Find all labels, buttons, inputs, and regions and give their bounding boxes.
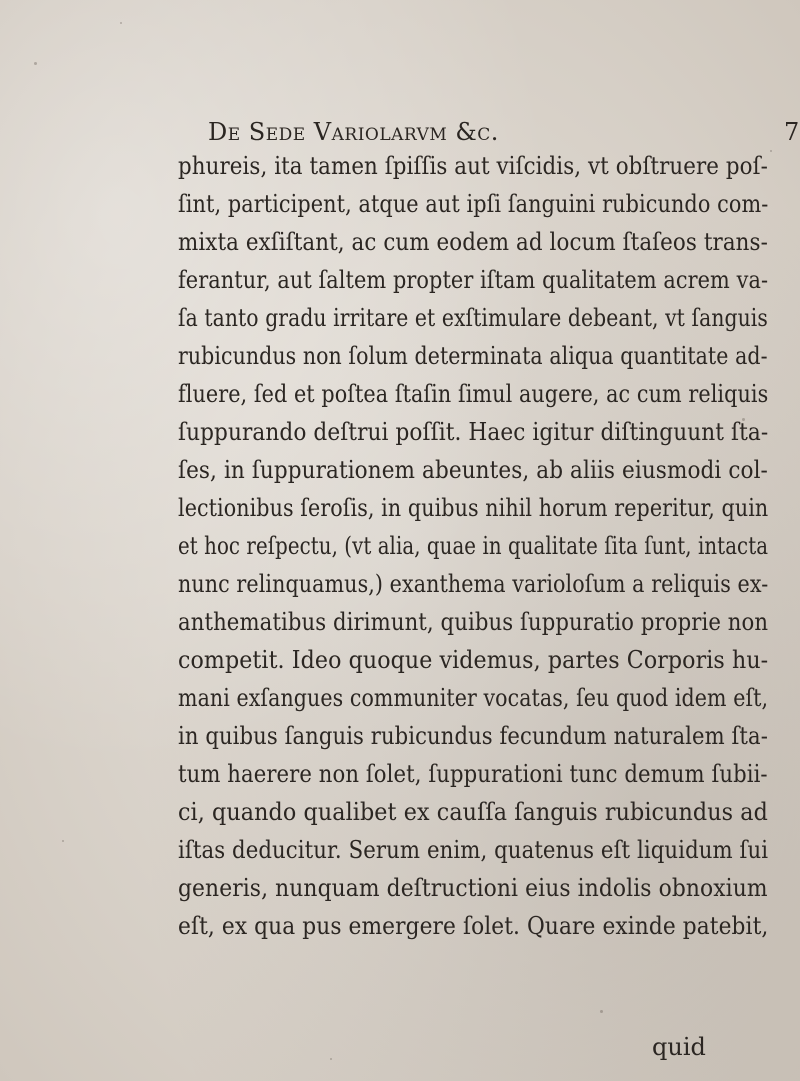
text-line: lectionibus ſeroſis, in quibus nihil horum reperitur, quin <box>178 494 769 522</box>
page-header <box>208 118 800 148</box>
text-line: anthematibus dirimunt, quibus ſuppuratio proprie non <box>178 608 769 636</box>
text-line: ci, quando qualibet ex cauſſa ſanguis rubicundus ad <box>178 798 768 826</box>
text-line: generis, nunquam deſtructioni eius indolis obnoxium <box>178 874 768 902</box>
paper-speck <box>770 150 772 152</box>
text-line: ſes, in ſuppurationem abeuntes, ab aliis eiusmodi col- <box>178 456 768 484</box>
paper-speck <box>600 1010 603 1013</box>
text-line: in quibus ſanguis rubicundus fecundum naturalem ſta- <box>178 722 768 750</box>
text-line: fluere, ſed et poſtea ſtaſin ſimul augere, ac cum reliquis <box>178 380 769 408</box>
text-line: rubicundus non ſolum determinata aliqua quantitate ad- <box>178 342 768 370</box>
text-line: eſt, ex qua pus emergere ſolet. Quare exinde patebit, <box>178 912 769 940</box>
text-line: mani exſangues communiter vocatas, ſeu quod idem eſt, <box>178 684 769 712</box>
paper-speck <box>330 1058 332 1060</box>
paper-speck <box>34 62 37 65</box>
running-title: De Sede Variolarvm &c. <box>208 118 499 146</box>
text-line: tum haerere non ſolet, ſuppurationi tunc demum ſubii- <box>178 760 768 788</box>
text-line: et hoc reſpectu, (vt alia, quae in qualitate ſita ſunt, intacta <box>178 532 769 560</box>
text-line: competit. Ideo quoque videmus, partes Corporis hu- <box>178 646 769 674</box>
text-line: phureis, ita tamen ſpiſſis aut viſcidis, vt obſtruere poſ- <box>178 152 768 180</box>
page-number: 7 <box>784 118 800 146</box>
text-line: iſtas deducitur. Serum enim, quatenus eſt liquidum ſui <box>178 836 769 864</box>
text-line: ſa tanto gradu irritare et exſtimulare debeant, vt ſanguis <box>178 304 768 332</box>
text-line: ferantur, aut ſaltem propter iſtam qualitatem acrem va- <box>178 266 769 294</box>
paper-speck <box>62 840 64 842</box>
catchword: quid <box>652 1033 706 1061</box>
text-line: mixta exſiſtant, ac cum eodem ad locum ſtaſeos trans- <box>178 228 768 256</box>
paper-speck <box>120 22 122 24</box>
text-line: ſuppurando deſtrui poſſit. Haec igitur diſtinguunt ſta- <box>178 418 769 446</box>
text-line: ſint, participent, atque aut ipſi ſanguini rubicundo com- <box>178 190 769 218</box>
text-line: nunc relinquamus,) exanthema varioloſum a reliquis ex- <box>178 570 769 598</box>
